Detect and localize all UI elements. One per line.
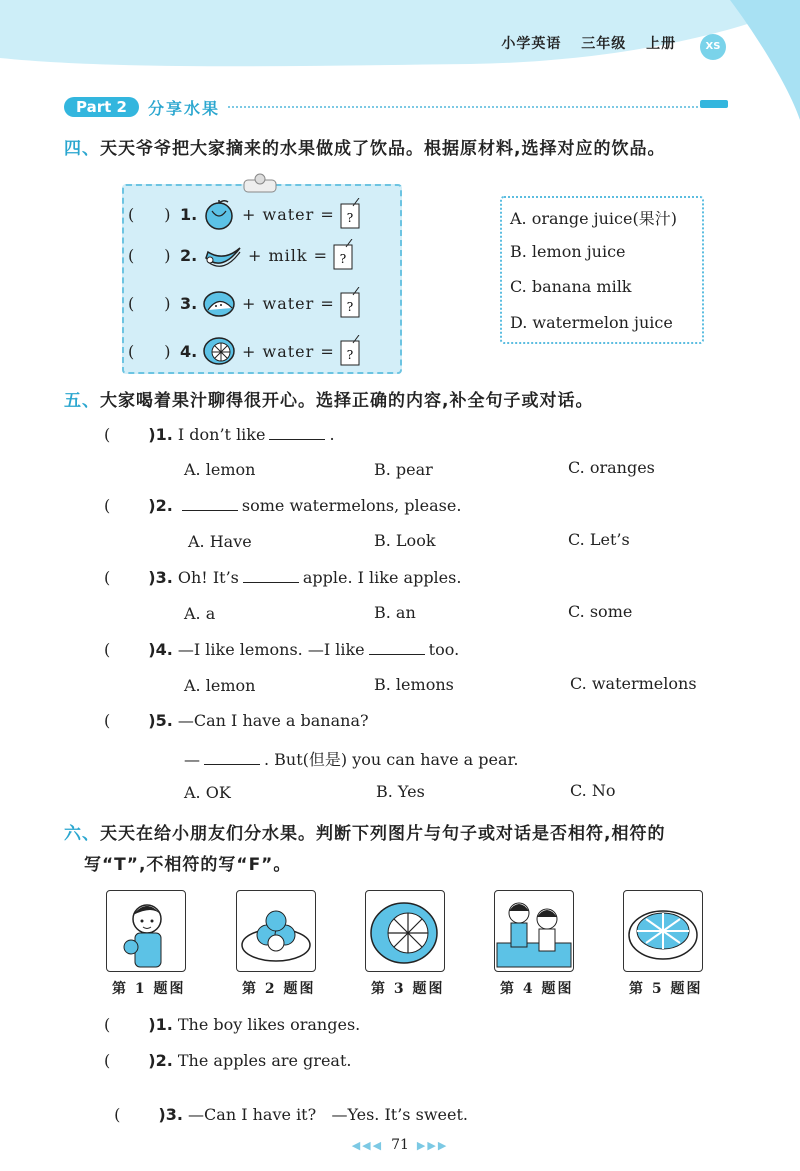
- mc-question-5: ( )5. —Can I have a banana?: [104, 711, 369, 730]
- header-term: 上册: [646, 36, 677, 52]
- answer-paren[interactable]: (: [114, 1105, 121, 1124]
- part-label: Part 2: [64, 97, 139, 117]
- section6-title: [64, 819, 665, 844]
- mc-question-5-line2: — . But(但是) you can have a pear.: [184, 750, 519, 769]
- answer-paren[interactable]: (: [104, 640, 111, 659]
- section5-title: [64, 386, 593, 411]
- right-arrows-icon: ▶▶▶: [416, 1139, 449, 1152]
- recipe-row-1: [128, 197, 361, 231]
- choice-2b[interactable]: B. Look: [374, 531, 436, 550]
- picture-1-boy-with-orange: [106, 890, 186, 972]
- section5-instruction: 大家喝着果汁聊得很开心。选择正确的内容,补全句子或对话。: [100, 391, 594, 411]
- tf-question-2: ( )2. The apples are great.: [104, 1051, 352, 1070]
- picture-caption-1: 第 1 题图: [112, 981, 186, 997]
- cup-mark: ?: [346, 211, 353, 225]
- section5-number: 五、: [64, 391, 100, 411]
- picture-caption-3: 第 3 题图: [371, 981, 445, 997]
- recipe-text: + water =: [242, 204, 335, 224]
- clip-icon: [242, 172, 278, 194]
- boy-orange-illustration: [107, 891, 185, 971]
- fill-blank: [243, 582, 299, 583]
- header-grade: 三年级: [581, 36, 627, 52]
- choice-5c[interactable]: C. No: [570, 781, 616, 800]
- left-arrows-icon: ◀◀◀: [351, 1139, 384, 1152]
- row-number: 3.: [180, 293, 198, 313]
- two-kids-illustration: [495, 891, 573, 971]
- choice-3b[interactable]: B. an: [374, 603, 416, 622]
- fill-blank: [182, 510, 238, 511]
- page-footer: [0, 1137, 800, 1153]
- drink-option-b: B. lemon juice: [510, 242, 626, 261]
- choice-1b[interactable]: B. pear: [374, 460, 433, 479]
- recipe-row-4: [128, 334, 361, 368]
- header-subject: 小学英语: [501, 36, 562, 52]
- fill-blank: [269, 439, 325, 440]
- cup-mark: ?: [346, 348, 353, 362]
- orange-icon: [202, 197, 236, 231]
- orange-slice-plate-illustration: [624, 891, 702, 971]
- fill-blank: [204, 764, 260, 765]
- cup-mark: ?: [346, 300, 353, 314]
- part-divider: [228, 106, 698, 108]
- answer-paren[interactable]: (: [104, 1015, 111, 1034]
- row-number: 2.: [180, 245, 198, 265]
- xs-badge: XS: [700, 34, 726, 60]
- picture-caption-5: 第 5 题图: [629, 981, 703, 997]
- recipe-text: + water =: [242, 293, 335, 313]
- section4-number: 四、: [64, 139, 100, 159]
- watermelon-icon: [202, 286, 236, 320]
- section6-number: 六、: [64, 824, 100, 844]
- picture-4-two-kids: [494, 890, 574, 972]
- banana-icon: [202, 238, 242, 272]
- choice-1c[interactable]: C. oranges: [568, 458, 655, 477]
- tf-question-1: ( )1. The boy likes oranges.: [104, 1015, 361, 1034]
- choice-5b[interactable]: B. Yes: [376, 782, 425, 801]
- section4-instruction: 天天爷爷把大家摘来的水果做成了饮品。根据原材料,选择对应的饮品。: [100, 139, 666, 159]
- recipe-row-2: [128, 238, 354, 272]
- drink-option-a: A. orange juice(果汁): [510, 209, 677, 228]
- section6-instruction-line1: 天天在给小朋友们分水果。判断下列图片与句子或对话是否相符,相符的: [100, 824, 666, 844]
- answer-slot-1[interactable]: ( ): [128, 204, 171, 224]
- pencil-icon: [700, 100, 728, 108]
- answer-slot-4[interactable]: ( ): [128, 341, 171, 361]
- picture-2-apples-plate: [236, 890, 316, 972]
- cup-icon: [339, 198, 361, 230]
- choice-1a[interactable]: A. lemon: [184, 460, 256, 479]
- section6-instruction-line2: 写“T”,不相符的写“F”。: [84, 855, 292, 875]
- choice-3a[interactable]: A. a: [184, 604, 216, 623]
- drink-option-c: C. banana milk: [510, 277, 632, 296]
- tf-question-3: ( )3. —Can I have it? —Yes. It’s sweet.: [114, 1105, 468, 1124]
- choice-4a[interactable]: A. lemon: [184, 676, 256, 695]
- choice-4b[interactable]: B. lemons: [374, 675, 454, 694]
- drink-option-d: D. watermelon juice: [510, 313, 673, 332]
- mc-question-2: ( )2. some watermelons, please.: [104, 496, 462, 515]
- answer-paren[interactable]: (: [104, 496, 111, 515]
- answer-paren[interactable]: (: [104, 1051, 111, 1070]
- fill-blank: [369, 654, 425, 655]
- answer-paren[interactable]: (: [104, 568, 111, 587]
- recipe-text: + milk =: [248, 245, 329, 265]
- mc-question-4: ( )4. —I like lemons. —I like too.: [104, 640, 460, 659]
- choice-4c[interactable]: C. watermelons: [570, 674, 697, 693]
- choice-3c[interactable]: C. some: [568, 602, 633, 621]
- answer-paren[interactable]: (: [104, 425, 111, 444]
- lemon-slice-illustration: [366, 891, 444, 971]
- mc-question-1: ( )1. I don’t like .: [104, 425, 335, 444]
- cup-mark: ?: [339, 252, 347, 266]
- answer-slot-2[interactable]: ( ): [128, 245, 171, 265]
- row-number: 1.: [180, 204, 198, 224]
- cup-icon: [339, 335, 361, 367]
- mc-question-3: ( )3. Oh! It’s apple. I like apples.: [104, 568, 462, 587]
- answer-slot-3[interactable]: ( ): [128, 293, 171, 313]
- header-breadcrumb: [487, 33, 722, 53]
- apples-plate-illustration: [237, 891, 315, 971]
- cup-icon: [332, 239, 354, 271]
- recipe-row-3: [128, 286, 361, 320]
- picture-3-lemon-slice: [365, 890, 445, 972]
- lemon-icon: [202, 334, 236, 368]
- page-number: 71: [391, 1137, 409, 1153]
- cup-icon: [339, 287, 361, 319]
- picture-caption-4: 第 4 题图: [500, 981, 574, 997]
- picture-5-orange-slice-plate: [623, 890, 703, 972]
- choice-2c[interactable]: C. Let’s: [568, 530, 630, 549]
- choice-5a[interactable]: A. OK: [184, 783, 231, 802]
- part-title: 分享水果: [148, 99, 221, 118]
- section4-title: [64, 134, 665, 159]
- recipe-text: + water =: [242, 341, 335, 361]
- picture-caption-2: 第 2 题图: [242, 981, 316, 997]
- choice-2a[interactable]: A. Have: [188, 532, 252, 551]
- answer-paren[interactable]: (: [104, 711, 111, 730]
- row-number: 4.: [180, 341, 198, 361]
